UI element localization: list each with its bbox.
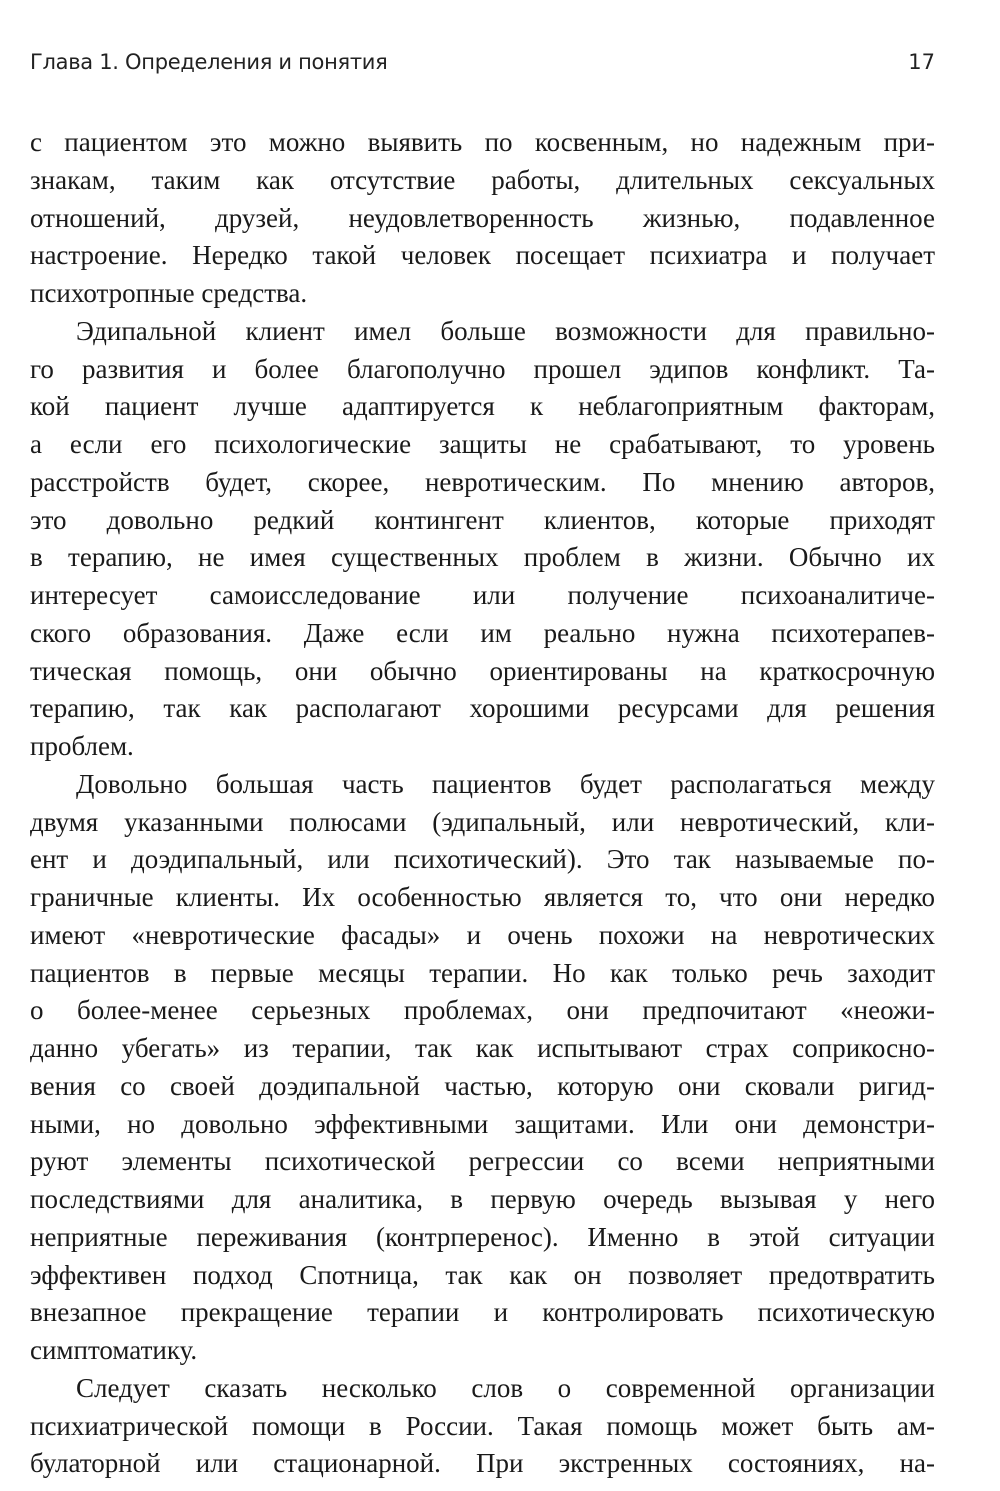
text-line: расстройств будет, скорее, невротическим. По мнению авторов, bbox=[30, 466, 935, 497]
text-line: кой пациент лучше адаптируется к неблагоприятным факторам, bbox=[30, 391, 935, 422]
text-line: в терапию, не имея существенных проблем в жизни. Обычно их bbox=[30, 542, 935, 573]
chapter-title: Глава 1. Определения и понятия bbox=[30, 50, 388, 74]
text-line: данно убегать» из терапии, так как испытывают страх соприкосно- bbox=[30, 1033, 935, 1063]
text-line: это довольно редкий контингент клиентов, которые приходят bbox=[30, 504, 935, 535]
running-header bbox=[30, 50, 935, 82]
text-line: го развития и более благополучно прошел эдипов конфликт. Та- bbox=[30, 353, 935, 384]
page-number: 17 bbox=[908, 50, 935, 74]
paragraph bbox=[30, 313, 935, 766]
body-text bbox=[30, 124, 935, 1483]
text-line: руют элементы психотической регрессии со всеми неприятными bbox=[30, 1146, 935, 1177]
text-line: Эдипальной клиент имел больше возможности для правильно- bbox=[76, 315, 935, 346]
text-line: знакам, таким как отсутствие работы, длительных сексуальных bbox=[30, 164, 935, 195]
text-line: симптоматику. bbox=[30, 1335, 198, 1365]
text-line: Довольно большая часть пациентов будет располагаться между bbox=[76, 768, 935, 799]
paragraph bbox=[30, 1370, 935, 1483]
paragraph bbox=[30, 766, 935, 1370]
text-line: эффективен подход Спотница, так как он позволяет предотвратить bbox=[30, 1259, 935, 1290]
text-line: ными, но довольно эффективными защитами. Или они демонстри- bbox=[30, 1108, 935, 1139]
paragraph bbox=[30, 124, 935, 313]
text-line: психиатрической помощи в России. Такая помощь может быть ам- bbox=[30, 1410, 935, 1441]
text-line: а если его психологические защиты не срабатывают, то уровень bbox=[30, 429, 935, 459]
text-line: Следует сказать несколько слов о современной организации bbox=[76, 1372, 935, 1403]
text-line: имеют «невротические фасады» и очень похожи на невротических bbox=[30, 919, 935, 950]
text-line: граничные клиенты. Их особенностью является то, что они нередко bbox=[30, 882, 935, 912]
text-line: внезапное прекращение терапии и контролировать психотическую bbox=[30, 1297, 935, 1328]
text-line: двумя указанными полюсами (эдипальный, или невротический, кли- bbox=[30, 806, 935, 837]
text-line: ент и доэдипальный, или психотический). Это так называемые по- bbox=[30, 844, 935, 875]
text-line: булаторной или стационарной. При экстренных состояниях, на- bbox=[30, 1448, 935, 1479]
text-line: вения со своей доэдипальной частью, которую они сковали ригид- bbox=[30, 1070, 935, 1101]
text-line: проблем. bbox=[30, 731, 134, 761]
text-line: ского образования. Даже если им реально нужна психотерапев- bbox=[30, 617, 935, 648]
text-line: неприятные переживания (контрперенос). Именно в этой ситуации bbox=[30, 1221, 935, 1252]
text-line: психотропные средства. bbox=[30, 278, 308, 308]
text-line: с пациентом это можно выявить по косвенным, но надежным при- bbox=[30, 127, 935, 157]
text-line: отношений, друзей, неудовлетворенность жизнью, подавленное bbox=[30, 202, 935, 233]
text-line: о более-менее серьезных проблемах, они предпочитают «неожи- bbox=[30, 995, 935, 1026]
text-line: настроение. Нередко такой человек посещает психиатра и получает bbox=[30, 240, 935, 271]
text-line: терапию, так как располагают хорошими ресурсами для решения bbox=[30, 693, 935, 724]
text-line: тическая помощь, они обычно ориентированы на краткосрочную bbox=[30, 655, 935, 686]
text-line: последствиями для аналитика, в первую очередь вызывая у него bbox=[30, 1184, 935, 1214]
text-line: интересует самоисследование или получение психоаналитиче- bbox=[30, 580, 935, 610]
text-line: пациентов в первые месяцы терапии. Но как только речь заходит bbox=[30, 957, 935, 988]
